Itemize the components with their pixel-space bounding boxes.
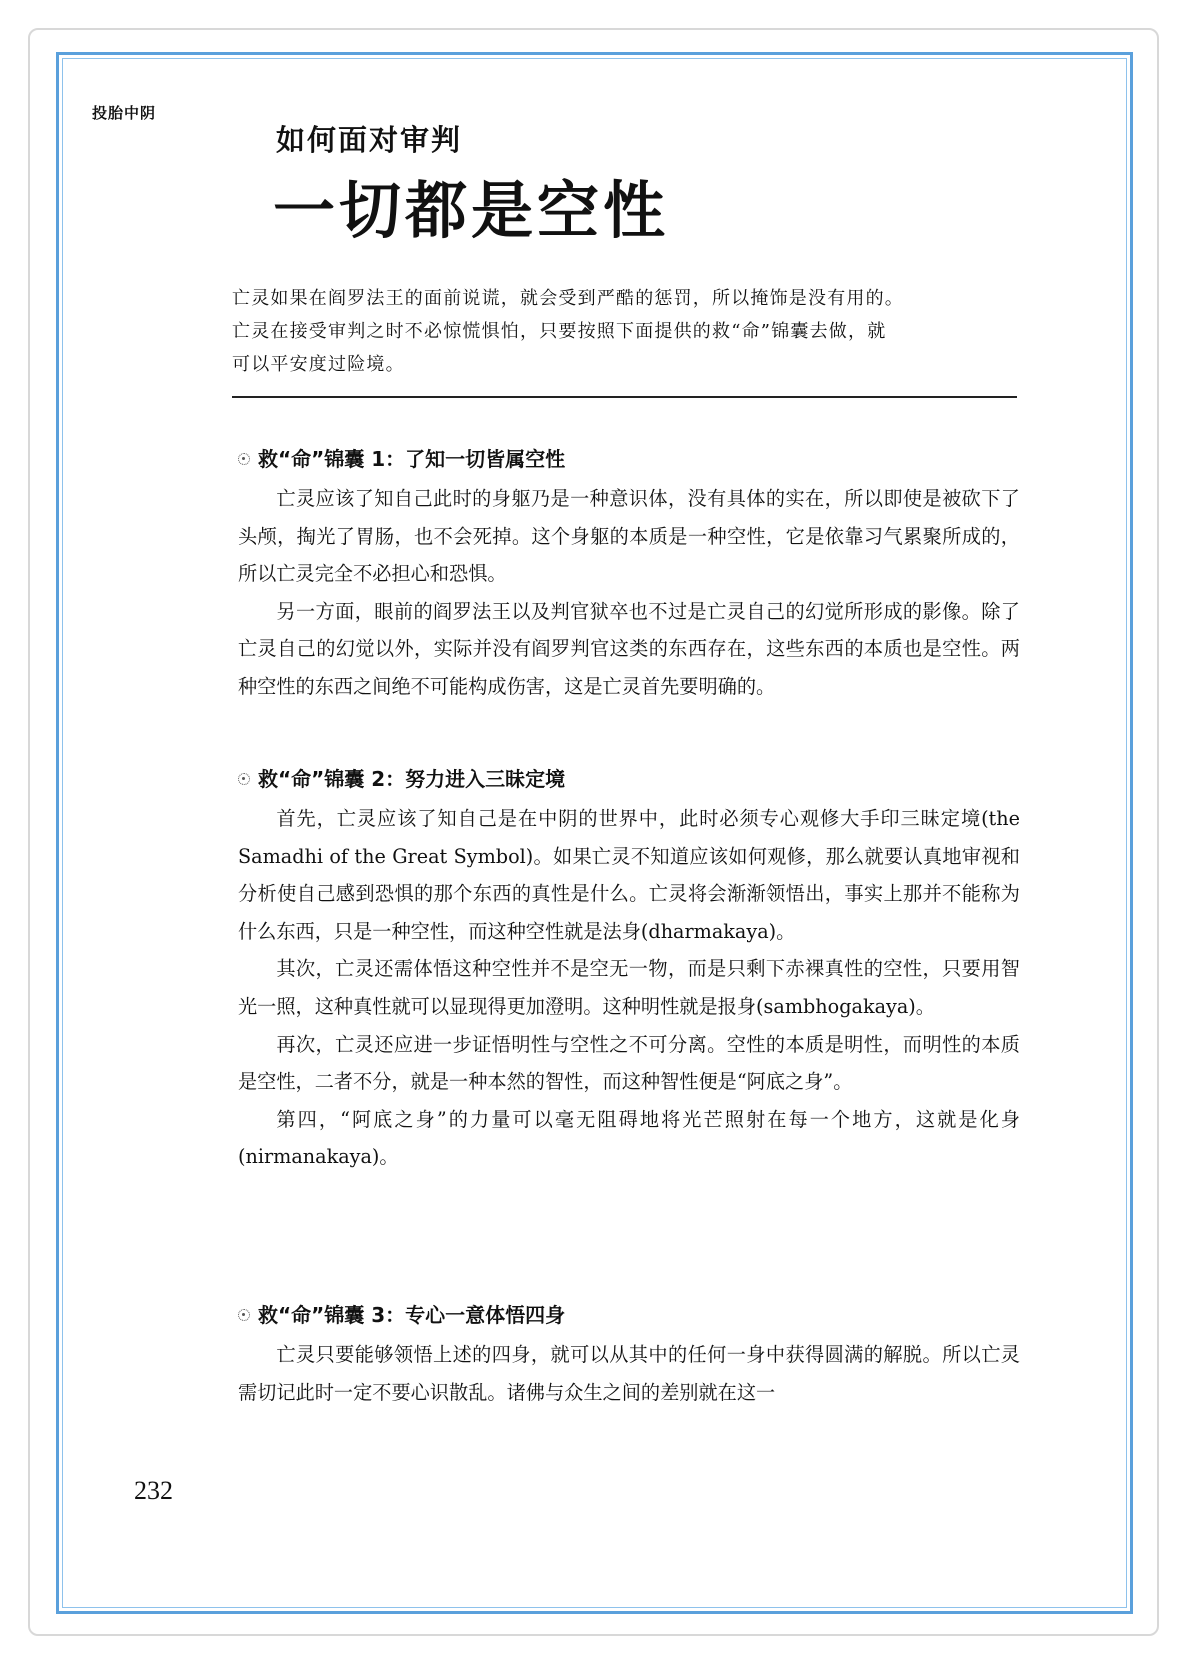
section-heading [238,438,1020,480]
intro-line: 亡灵在接受审判之时不必惊慌惧怕，只要按照下面提供的救“命”锦囊去做，就 [232,321,887,342]
intro-line: 可以平安度过险境。 [232,354,405,375]
chapter-title: 一切都是空性 [273,174,670,247]
page-number: 232 [134,1476,173,1505]
section-heading-text: 救“命”锦囊 3：专心一意体悟四身 [258,1303,566,1327]
flower-bullet-icon [238,453,250,465]
paragraph: 亡灵应该了知自己此时的身躯乃是一种意识体，没有具体的实在，所以即使是被砍下了头颅，掏光了胃肠，也不会死掉。这个身躯的本质是一种空性，它是依靠习气累聚所成的，所以亡灵完全不必担心和恐惧。 [238,487,1020,586]
intro-text [232,282,1012,381]
paragraph: 首先，亡灵应该了知自己是在中阴的世界中，此时必须专心观修大手印三昧定境(the Samadhi of the Great Symbol)。如果亡灵不知道应该如何观修，那么就要认真地审视和分析使自己感到恐惧的那个东西的真性是什么。亡灵将会渐渐领悟出，事实上那并不能称为什么东西，只是一种空性，而这种空性就是法身(dharmakaya)。 [238,807,1020,943]
paragraph: 另一方面，眼前的阎罗法王以及判官狱卒也不过是亡灵自己的幻觉所形成的影像。除了亡灵自己的幻觉以外，实际并没有阎罗判官这类的东西存在，这些东西的本质也是空性。两种空性的东西之间绝不可能构成伤害，这是亡灵首先要明确的。 [238,599,1020,698]
intro-line: 亡灵如果在阎罗法王的面前说谎，就会受到严酷的惩罚，所以掩饰是没有用的。 [232,288,904,309]
flower-bullet-icon [238,1309,250,1321]
section-heading [238,1294,1020,1336]
chapter-subtitle: 如何面对审判 [276,123,463,157]
section-heading [238,758,1020,800]
running-head: 投胎中阴 [92,104,157,122]
section-1 [238,438,1020,706]
section-3 [238,1294,1020,1411]
divider-rule [232,396,1017,398]
paragraph: 第四，“阿底之身”的力量可以毫无阻碍地将光芒照射在每一个地方，这就是化身 (nirmanakaya)。 [238,1107,1020,1169]
flower-bullet-icon [238,773,250,785]
section-heading-text: 救“命”锦囊 1：了知一切皆属空性 [258,447,566,471]
paragraph: 其次，亡灵还需体悟这种空性并不是空无一物，而是只剩下赤裸真性的空性，只要用智光一照，这种真性就可以显现得更加澄明。这种明性就是报身(sambhogakaya)。 [238,957,1020,1018]
paragraph: 亡灵只要能够领悟上述的四身，就可以从其中的任何一身中获得圆满的解脱。所以亡灵需切记此时一定不要心识散乱。诸佛与众生之间的差别就在这一 [238,1343,1020,1404]
paragraph: 再次，亡灵还应进一步证悟明性与空性之不可分离。空性的本质是明性，而明性的本质是空性，二者不分，就是一种本然的智性，而这种智性便是“阿底之身”。 [238,1032,1020,1094]
section-2 [238,758,1020,1176]
section-heading-text: 救“命”锦囊 2：努力进入三昧定境 [258,767,566,791]
